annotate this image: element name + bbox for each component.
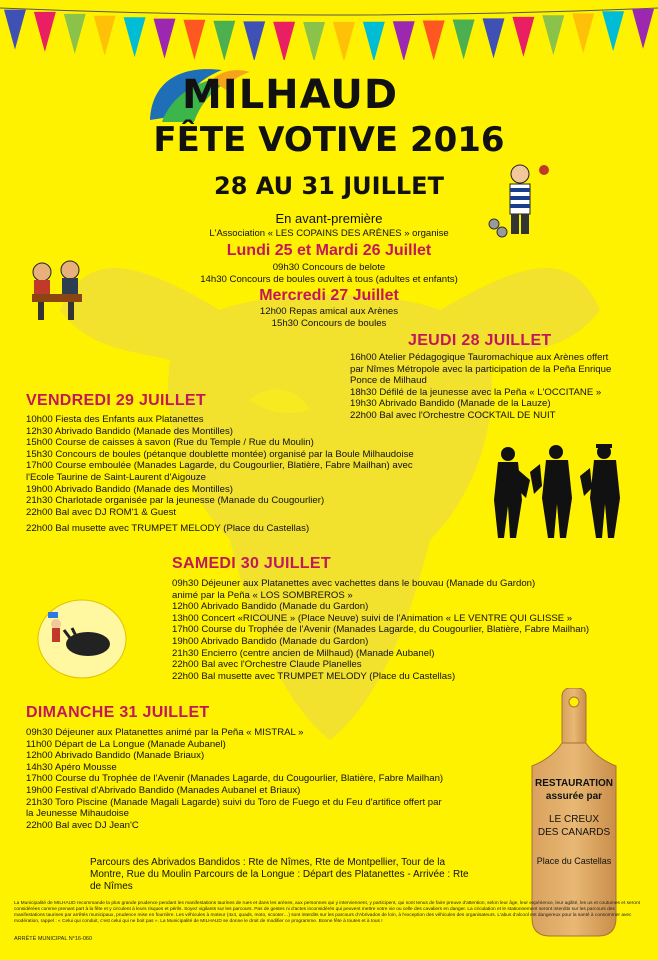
list-item: Ponce de Milhaud bbox=[350, 375, 427, 387]
list-item: 22h00 Bal avec DJ Jean'C bbox=[26, 819, 139, 831]
list-item: par Nîmes Métropole avec la participation de la Peña Enrique bbox=[350, 363, 612, 375]
list-item: 22h00 Bal avec l'Orchestre COCKTAIL DE NUIT bbox=[350, 409, 556, 421]
list-item: 15h30 Concours de boules (pétanque doublette montée) organisé par la Boule Milhaudoise bbox=[26, 448, 414, 460]
musicians-silhouette-icon bbox=[486, 440, 636, 540]
list-item: 22h00 Bal avec DJ ROM'1 & Guest bbox=[26, 506, 177, 518]
list-item: 09h30 Déjeuner aux Platanettes avec vachettes dans le bouvau (Manade du Gardon) bbox=[172, 578, 536, 589]
event-dates: 28 AU 31 JUILLET bbox=[214, 172, 444, 200]
bunting-flag bbox=[423, 20, 445, 60]
list-item: 18h30 Défilé de la jeunesse avec la Peña « L'OCCITANE » bbox=[350, 386, 602, 398]
section-title-dimanche: DIMANCHE 31 JUILLET bbox=[26, 704, 210, 721]
bunting-flag bbox=[183, 20, 205, 60]
day1-item: 14h30 Concours de boules ouvert à tous (adultes et enfants) bbox=[200, 274, 458, 285]
bunting-flag bbox=[154, 19, 176, 59]
list-item: 14h30 Apéro Mousse bbox=[26, 761, 117, 773]
list-item: la Jeunesse Mihaudoise bbox=[26, 808, 129, 820]
cartoon-bull-scene-icon bbox=[36, 598, 128, 680]
jeudi-list bbox=[350, 352, 611, 422]
list-item: 19h30 Abrivado Bandido (Manade de la Lauze) bbox=[350, 398, 551, 410]
list-item: 12h00 Abrivado Bandido (Manade Briaux) bbox=[26, 750, 205, 762]
restaurant-name-1: LE CREUX bbox=[548, 814, 599, 825]
day2-item: 12h00 Repas amical aux Arènes bbox=[259, 306, 399, 317]
list-item: 21h30 Charlotade organisée par la jeunesse (Manade du Cougourlier) bbox=[26, 495, 325, 507]
list-item: 17h00 Course du Trophée de l'Avenir (Manades Lagarde, du Cougourlier, Blatière, Fabre Mailhan) bbox=[172, 624, 590, 636]
bunting-flag bbox=[393, 21, 415, 60]
bunting-flag bbox=[64, 14, 86, 54]
disclaimer-text: La Municipalité de MILHAUD recommande la plus grande prudence pendant les manifestations taurines de rues et dans les arènes, aux personnes qui y interviennent, y participent, qui sont tenus de faire preuve d'attention, selon leur âge, leur expérience, leur agilité, les us et coutumes et seront considérées comme prenant part à la fête et y circulent à leurs risques et périls. Soyez vigilants sur les parcours. Pas de gestes ni d'actes inconsidérés qui peuvent mettre votre vie ou celle des cavaliers en danger. La circulation et le stationnement seront interdits sur les parcours des manifestations taurines par arrêtés municipaux, prudence mise en fourrière. Les véhicules à moteur (4x4, quads, moto, scooter…) sont interdits sur les parcours d'Abrivados de loin, à l'exception des véhicules des organisateurs. L'abus d'alcool est dangereux pour la santé à consommer avec modération, rappel : « Celui qui conduit, c'est celui qui ne boit pas ». La Municipalité de MILHAUD se donne le droit de modifier ce programme. Bonne fête à toutes et à tous ! bbox=[14, 901, 640, 924]
restaurant-name-2: DES CANARDS bbox=[537, 827, 611, 838]
bunting-flag bbox=[34, 12, 56, 52]
vendredi-list bbox=[26, 414, 414, 535]
section-title-samedi: SAMEDI 30 JUILLET bbox=[172, 555, 331, 572]
logo-text: MILHAUD bbox=[182, 72, 399, 118]
section-title-jeudi: JEUDI 28 JUILLET bbox=[408, 332, 552, 349]
list-item: animé par la Peña « LOS SOMBREROS » bbox=[172, 589, 353, 601]
bunting-flag bbox=[243, 21, 265, 60]
list-item: 10h00 Fiesta des Enfants aux Platanettes bbox=[26, 414, 204, 425]
association-line: L'Association « LES COPAINS DES ARÈNES » organise bbox=[209, 228, 449, 239]
list-item: 12h30 Abrivado Bandido (Manade des Montilles) bbox=[26, 425, 233, 437]
list-item: 12h00 Abrivado Bandido (Manade du Gardon) bbox=[172, 601, 369, 613]
bunting-flag bbox=[572, 13, 594, 53]
list-item: 21h30 Toro Piscine (Manade Magali Lagarde) suivi du Toro de Fuego et du Feu d'artifice offert par bbox=[26, 796, 442, 808]
list-item: 17h00 Course emboulée (Manades Lagarde, du Cougourlier, Blatière, Fabre Mailhan) avec bbox=[26, 460, 413, 472]
bunting-flag bbox=[483, 18, 505, 58]
list-item: 22h00 Bal avec l'Orchestre Claude Planelles bbox=[172, 659, 362, 671]
day2-title: Mercredi 27 Juillet bbox=[259, 287, 399, 304]
list-item: 11h00 Départ de La Longue (Manade Aubanel) bbox=[26, 738, 226, 750]
bunting-flag bbox=[333, 22, 355, 60]
list-item: 22h00 Bal musette avec TRUMPET MELODY (Place du Castellas) bbox=[26, 523, 310, 535]
avant-premiere-heading: En avant-première bbox=[275, 211, 383, 226]
restauration-label: RESTAURATION bbox=[535, 778, 613, 789]
bunting-flag bbox=[363, 22, 385, 60]
bunting-flag bbox=[124, 17, 146, 57]
list-item: 17h00 Course du Trophée de l'Avenir (Manades Lagarde, du Cougourlier, Blatière, Fabre Mailhan) bbox=[26, 773, 444, 785]
day1-title: Lundi 25 et Mardi 26 Juillet bbox=[226, 242, 432, 259]
list-item: 19h00 Abrivado Bandido (Manade du Gardon) bbox=[172, 635, 369, 647]
arrete-municipal: ARRÊTÉ MUNICIPAL N°16-060 bbox=[14, 936, 92, 942]
cartoon-petanque-player-icon bbox=[484, 160, 554, 240]
bunting-flag bbox=[512, 17, 534, 57]
list-item: 22h00 Bal musette avec TRUMPET MELODY (Place du Castellas) bbox=[172, 670, 456, 682]
bunting-flag bbox=[453, 20, 475, 60]
day2-item: 15h30 Concours de boules bbox=[271, 318, 387, 329]
bunting-flag bbox=[273, 22, 295, 60]
section-title-vendredi: VENDREDI 29 JUILLET bbox=[26, 392, 206, 409]
bunting-flag bbox=[213, 21, 235, 60]
bunting-flag bbox=[94, 16, 116, 56]
bunting-flag bbox=[542, 15, 564, 55]
restauration-assuree: assurée par bbox=[545, 791, 603, 802]
samedi-list bbox=[172, 578, 589, 682]
dimanche-list bbox=[26, 727, 443, 831]
bunting-flags-icon bbox=[0, 0, 658, 60]
list-item: l'Ecole Taurine de Saint-Laurent d'Aigouze bbox=[26, 471, 207, 483]
list-item: 19h00 Abrivado Bandido (Manade des Montilles) bbox=[26, 483, 233, 495]
list-item: 21h30 Encierro (centre ancien de Milhaud) (Manade Aubanel) bbox=[172, 647, 435, 659]
list-item: 13h00 Concert «RICOUNE » (Place Neuve) suivi de l'Animation « LE VENTRE QUI GLISSE » bbox=[172, 612, 573, 624]
list-item: 09h30 Déjeuner aux Platanettes animé par la Peña « MISTRAL » bbox=[26, 727, 304, 738]
bunting-flag bbox=[4, 10, 26, 50]
list-item: 16h00 Atelier Pédagogique Tauromachique aux Arènes offert bbox=[350, 352, 609, 363]
list-item: 15h00 Course de caisses à savon (Rue du Temple / Rue du Moulin) bbox=[26, 437, 314, 449]
restaurant-place: Place du Castellas bbox=[536, 856, 612, 866]
day1-item: 09h30 Concours de belote bbox=[272, 262, 386, 273]
bunting-flag bbox=[303, 22, 325, 60]
page-title: FÊTE VOTIVE 2016 bbox=[153, 120, 505, 160]
parcours-text: Parcours des Abrivados Bandidos : Rte de Nîmes, Rte de Montpellier, Tour de la Montre, Rue du Moulin Parcours de la Longue : Départ des Platanettes - Arrivée : Rte de Nîmes bbox=[90, 857, 469, 892]
cartoon-card-players-icon bbox=[24, 250, 90, 324]
bunting-flag bbox=[632, 9, 654, 49]
list-item: 19h00 Festival d'Abrivado Bandido (Manades Aubanel et Briaux) bbox=[26, 784, 301, 796]
bunting-flag bbox=[602, 11, 624, 51]
